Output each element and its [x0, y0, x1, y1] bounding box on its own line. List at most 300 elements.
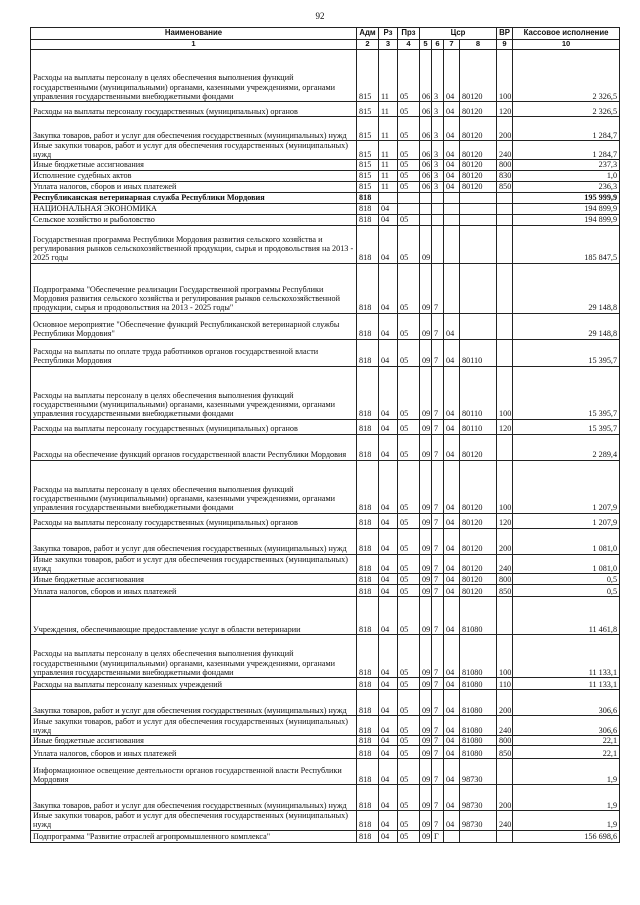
row-amount: 1,9	[513, 759, 620, 785]
row-adm: 818	[357, 313, 379, 339]
table-row	[31, 160, 620, 170]
row-csr-program: 09	[420, 573, 432, 584]
row-name: Основное мероприятие "Обеспечение функций Республиканской ветеринарной службы Республики Мордовия"	[31, 313, 357, 339]
row-prz: 05	[398, 102, 420, 117]
row-prz: 05	[398, 117, 420, 141]
row-rz: 04	[379, 830, 398, 842]
table-body	[31, 50, 620, 843]
row-name: Иные закупки товаров, работ и услуг для обеспечения государственных (муниципальных) нужд	[31, 811, 357, 830]
row-name: Расходы на выплаты персоналу в целях обеспечения выполнения функций государственными (муниципальными) органами, казенными учреждениями, органами управления государственными внебюджетными фондами	[31, 50, 357, 102]
row-csr-direction: 81080	[460, 634, 497, 677]
row-vr: 120	[497, 419, 513, 434]
row-csr-program: 06	[420, 181, 432, 192]
row-adm: 818	[357, 634, 379, 677]
row-prz: 05	[398, 366, 420, 419]
row-prz: 05	[398, 513, 420, 528]
row-vr: 830	[497, 170, 513, 181]
row-adm: 818	[357, 366, 379, 419]
row-rz: 04	[379, 811, 398, 830]
row-adm: 818	[357, 573, 379, 584]
row-name: Подпрограмма "Развитие отраслей агропромышленного комплекса"	[31, 830, 357, 842]
row-csr-event: 04	[444, 715, 460, 735]
row-csr-event: 04	[444, 50, 460, 102]
row-vr	[497, 596, 513, 634]
row-csr-direction: 81080	[460, 689, 497, 715]
row-rz: 04	[379, 573, 398, 584]
row-csr-direction: 80120	[460, 554, 497, 573]
row-csr-program: 09	[420, 528, 432, 554]
row-csr-event: 04	[444, 634, 460, 677]
row-csr-program: 09	[420, 634, 432, 677]
row-csr-direction: 80120	[460, 181, 497, 192]
row-csr-direction: 98730	[460, 785, 497, 811]
row-prz: 05	[398, 263, 420, 313]
column-number: 6	[432, 40, 444, 50]
row-csr-program: 09	[420, 830, 432, 842]
row-adm: 818	[357, 596, 379, 634]
header-name: Наименование	[31, 28, 357, 40]
column-number: 3	[379, 40, 398, 50]
table-row	[31, 50, 620, 102]
row-csr-event: 04	[444, 160, 460, 170]
row-csr-program: 09	[420, 434, 432, 460]
table-row	[31, 366, 620, 419]
row-adm: 818	[357, 513, 379, 528]
row-name: Учреждения, обеспечивающие предоставление услуг в области ветеринарии	[31, 596, 357, 634]
row-name: Расходы на выплаты персоналу государственных (муниципальных) органов	[31, 513, 357, 528]
row-csr-direction	[460, 225, 497, 263]
row-adm: 818	[357, 735, 379, 745]
row-rz: 11	[379, 170, 398, 181]
row-csr-event	[444, 192, 460, 203]
row-name: Республиканская ветеринарная служба Республики Мордовия	[31, 192, 357, 203]
row-vr: 200	[497, 117, 513, 141]
row-csr-subprogram: 3	[432, 50, 444, 102]
row-vr	[497, 203, 513, 214]
row-prz: 05	[398, 785, 420, 811]
row-rz: 04	[379, 554, 398, 573]
row-rz: 04	[379, 584, 398, 596]
row-prz: 05	[398, 735, 420, 745]
row-csr-program: 09	[420, 785, 432, 811]
row-csr-program: 09	[420, 339, 432, 366]
column-number: 2	[357, 40, 379, 50]
row-vr: 200	[497, 528, 513, 554]
row-amount: 306,6	[513, 689, 620, 715]
row-name: Закупка товаров, работ и услуг для обеспечения государственных (муниципальных) нужд	[31, 785, 357, 811]
row-prz: 05	[398, 573, 420, 584]
row-rz: 04	[379, 419, 398, 434]
row-vr	[497, 759, 513, 785]
row-name: Расходы на выплаты по оплате труда работников органов государственной власти Республики Мордовия	[31, 339, 357, 366]
row-csr-direction: 80120	[460, 160, 497, 170]
row-rz: 11	[379, 102, 398, 117]
table-row	[31, 746, 620, 759]
row-csr-subprogram	[432, 192, 444, 203]
table-row	[31, 460, 620, 513]
row-vr: 120	[497, 102, 513, 117]
row-prz: 05	[398, 434, 420, 460]
table-row	[31, 677, 620, 689]
row-amount: 185 847,5	[513, 225, 620, 263]
row-csr-direction: 81080	[460, 715, 497, 735]
row-csr-subprogram: 7	[432, 366, 444, 419]
row-name: Закупка товаров, работ и услуг для обеспечения государственных (муниципальных) нужд	[31, 528, 357, 554]
row-name: Расходы на обеспечение функций органов государственной власти Республики Мордовия	[31, 434, 357, 460]
row-adm: 818	[357, 677, 379, 689]
row-csr-program	[420, 203, 432, 214]
row-name: Расходы на выплаты персоналу в целях обеспечения выполнения функций государственными (муниципальными) органами, казенными учреждениями, органами управления государственными внебюджетными фондами	[31, 366, 357, 419]
row-csr-event: 04	[444, 596, 460, 634]
row-amount: 11 461,8	[513, 596, 620, 634]
row-csr-direction: 81080	[460, 735, 497, 745]
row-name: Расходы на выплаты персоналу государственных (муниципальных) органов	[31, 102, 357, 117]
table-row	[31, 830, 620, 842]
row-csr-program: 09	[420, 596, 432, 634]
table-row	[31, 689, 620, 715]
row-csr-direction: 80120	[460, 513, 497, 528]
row-csr-direction: 80110	[460, 339, 497, 366]
row-rz: 04	[379, 313, 398, 339]
row-amount: 11 133,1	[513, 634, 620, 677]
row-vr: 240	[497, 811, 513, 830]
row-csr-program: 09	[420, 419, 432, 434]
row-csr-subprogram: 7	[432, 313, 444, 339]
row-amount: 195 999,9	[513, 192, 620, 203]
row-rz: 04	[379, 759, 398, 785]
row-vr: 200	[497, 689, 513, 715]
row-rz: 04	[379, 785, 398, 811]
row-csr-direction: 80120	[460, 141, 497, 160]
row-name: Уплата налогов, сборов и иных платежей	[31, 746, 357, 759]
row-vr	[497, 830, 513, 842]
row-csr-subprogram: 7	[432, 339, 444, 366]
row-rz: 11	[379, 141, 398, 160]
row-name: Сельское хозяйство и рыболовство	[31, 214, 357, 225]
row-csr-subprogram: 7	[432, 689, 444, 715]
row-rz: 04	[379, 689, 398, 715]
row-rz: 04	[379, 513, 398, 528]
column-number: 1	[31, 40, 357, 50]
row-csr-subprogram: 7	[432, 573, 444, 584]
row-vr: 100	[497, 634, 513, 677]
row-csr-subprogram	[432, 225, 444, 263]
row-csr-event	[444, 214, 460, 225]
row-csr-direction: 80120	[460, 434, 497, 460]
row-csr-event: 04	[444, 434, 460, 460]
row-vr: 240	[497, 554, 513, 573]
column-number-row	[31, 40, 620, 50]
row-amount: 15 395,7	[513, 339, 620, 366]
row-rz	[379, 192, 398, 203]
row-adm: 818	[357, 689, 379, 715]
row-csr-direction: 81080	[460, 677, 497, 689]
row-amount: 0,5	[513, 573, 620, 584]
row-prz: 05	[398, 634, 420, 677]
row-rz: 04	[379, 715, 398, 735]
table-row	[31, 735, 620, 745]
row-csr-event: 04	[444, 170, 460, 181]
row-vr	[497, 263, 513, 313]
row-prz: 05	[398, 141, 420, 160]
row-name: НАЦИОНАЛЬНАЯ ЭКОНОМИКА	[31, 203, 357, 214]
column-number: 7	[444, 40, 460, 50]
row-prz: 05	[398, 830, 420, 842]
row-name: Иные бюджетные ассигнования	[31, 573, 357, 584]
row-csr-event: 04	[444, 746, 460, 759]
row-prz: 05	[398, 677, 420, 689]
table-row	[31, 214, 620, 225]
table-row	[31, 811, 620, 830]
row-prz: 05	[398, 313, 420, 339]
row-csr-direction: 80120	[460, 170, 497, 181]
row-csr-event: 04	[444, 584, 460, 596]
row-adm: 818	[357, 811, 379, 830]
row-csr-direction: 80120	[460, 584, 497, 596]
row-adm: 818	[357, 746, 379, 759]
row-prz: 05	[398, 554, 420, 573]
row-csr-event: 04	[444, 811, 460, 830]
row-amount: 0,5	[513, 584, 620, 596]
row-csr-direction: 80120	[460, 117, 497, 141]
row-adm: 815	[357, 181, 379, 192]
row-adm: 818	[357, 339, 379, 366]
row-csr-event: 04	[444, 181, 460, 192]
row-amount: 236,3	[513, 181, 620, 192]
row-amount: 15 395,7	[513, 366, 620, 419]
row-adm: 815	[357, 117, 379, 141]
row-csr-subprogram: 7	[432, 715, 444, 735]
row-name: Уплата налогов, сборов и иных платежей	[31, 584, 357, 596]
row-prz	[398, 192, 420, 203]
header-adm: Адм	[357, 28, 379, 40]
row-name: Уплата налогов, сборов и иных платежей	[31, 181, 357, 192]
row-amount: 15 395,7	[513, 419, 620, 434]
row-prz: 05	[398, 339, 420, 366]
row-csr-program: 06	[420, 50, 432, 102]
row-csr-program	[420, 214, 432, 225]
header-amount: Кассовое исполнение	[513, 28, 620, 40]
row-adm: 818	[357, 214, 379, 225]
row-rz: 04	[379, 203, 398, 214]
row-csr-subprogram: 3	[432, 181, 444, 192]
row-name: Закупка товаров, работ и услуг для обеспечения государственных (муниципальных) нужд	[31, 689, 357, 715]
row-vr: 110	[497, 677, 513, 689]
row-csr-subprogram: 7	[432, 677, 444, 689]
row-prz: 05	[398, 759, 420, 785]
column-number: 9	[497, 40, 513, 50]
row-csr-program: 09	[420, 513, 432, 528]
row-adm: 818	[357, 759, 379, 785]
row-prz: 05	[398, 746, 420, 759]
row-rz: 04	[379, 366, 398, 419]
table-row	[31, 117, 620, 141]
row-csr-subprogram: 7	[432, 554, 444, 573]
row-csr-subprogram: 7	[432, 735, 444, 745]
row-vr: 850	[497, 181, 513, 192]
row-adm: 818	[357, 434, 379, 460]
row-csr-direction: 81080	[460, 746, 497, 759]
row-name: Иные закупки товаров, работ и услуг для обеспечения государственных (муниципальных) нужд	[31, 715, 357, 735]
table-row	[31, 584, 620, 596]
row-csr-direction	[460, 203, 497, 214]
row-csr-program: 09	[420, 735, 432, 745]
row-rz: 04	[379, 339, 398, 366]
table-row	[31, 573, 620, 584]
row-csr-subprogram: 7	[432, 596, 444, 634]
row-csr-subprogram: 7	[432, 746, 444, 759]
row-name: Иные закупки товаров, работ и услуг для обеспечения государственных (муниципальных) нужд	[31, 554, 357, 573]
row-name: Расходы на выплаты персоналу казенных учреждений	[31, 677, 357, 689]
row-csr-direction: 80120	[460, 50, 497, 102]
row-csr-subprogram: 7	[432, 263, 444, 313]
row-vr	[497, 192, 513, 203]
row-csr-program	[420, 192, 432, 203]
row-csr-event: 04	[444, 460, 460, 513]
row-rz: 11	[379, 117, 398, 141]
row-csr-program: 09	[420, 554, 432, 573]
row-csr-event: 04	[444, 419, 460, 434]
row-name: Информационное освещение деятельности органов государственной власти Республики Мордовия	[31, 759, 357, 785]
row-vr: 100	[497, 460, 513, 513]
row-csr-program: 09	[420, 584, 432, 596]
row-name: Иные бюджетные ассигнования	[31, 160, 357, 170]
row-name: Исполнение судебных актов	[31, 170, 357, 181]
row-amount: 237,3	[513, 160, 620, 170]
table-row	[31, 181, 620, 192]
row-csr-program: 09	[420, 715, 432, 735]
row-amount: 194 899,9	[513, 214, 620, 225]
row-vr	[497, 339, 513, 366]
row-amount: 2 326,5	[513, 50, 620, 102]
row-csr-program: 06	[420, 170, 432, 181]
row-csr-subprogram: 7	[432, 584, 444, 596]
row-name: Иные бюджетные ассигнования	[31, 735, 357, 745]
row-vr: 800	[497, 160, 513, 170]
row-rz: 04	[379, 263, 398, 313]
table-row	[31, 715, 620, 735]
row-amount: 1 081,0	[513, 554, 620, 573]
row-amount: 156 698,6	[513, 830, 620, 842]
row-csr-direction: 80120	[460, 573, 497, 584]
table-row	[31, 513, 620, 528]
row-adm: 818	[357, 830, 379, 842]
row-adm: 818	[357, 785, 379, 811]
column-number: 5	[420, 40, 432, 50]
row-amount: 2 326,5	[513, 102, 620, 117]
row-vr	[497, 313, 513, 339]
row-adm: 818	[357, 554, 379, 573]
row-prz: 05	[398, 689, 420, 715]
row-csr-subprogram: 7	[432, 528, 444, 554]
row-amount: 194 899,9	[513, 203, 620, 214]
row-adm: 818	[357, 715, 379, 735]
row-csr-event	[444, 203, 460, 214]
row-amount: 1 207,9	[513, 513, 620, 528]
row-csr-event: 04	[444, 117, 460, 141]
row-csr-event: 04	[444, 366, 460, 419]
table-row	[31, 192, 620, 203]
row-vr	[497, 434, 513, 460]
row-prz: 05	[398, 170, 420, 181]
table-row	[31, 339, 620, 366]
row-prz: 05	[398, 596, 420, 634]
row-adm: 818	[357, 528, 379, 554]
row-prz	[398, 203, 420, 214]
row-adm: 818	[357, 584, 379, 596]
row-amount: 22,1	[513, 746, 620, 759]
row-csr-direction	[460, 830, 497, 842]
row-csr-program: 09	[420, 366, 432, 419]
row-csr-direction: 81080	[460, 596, 497, 634]
row-csr-direction: 80110	[460, 419, 497, 434]
row-csr-direction	[460, 313, 497, 339]
row-csr-subprogram	[432, 214, 444, 225]
row-rz: 11	[379, 50, 398, 102]
row-csr-program: 09	[420, 460, 432, 513]
row-csr-direction	[460, 214, 497, 225]
row-amount: 1,9	[513, 811, 620, 830]
row-csr-event: 04	[444, 735, 460, 745]
row-amount: 22,1	[513, 735, 620, 745]
row-csr-subprogram: 3	[432, 170, 444, 181]
row-csr-direction	[460, 263, 497, 313]
row-csr-subprogram: 7	[432, 759, 444, 785]
row-prz: 05	[398, 50, 420, 102]
row-amount: 1 207,9	[513, 460, 620, 513]
row-csr-subprogram: 7	[432, 434, 444, 460]
table-row	[31, 170, 620, 181]
row-rz: 04	[379, 634, 398, 677]
row-amount: 2 289,4	[513, 434, 620, 460]
row-csr-subprogram: 3	[432, 141, 444, 160]
row-adm: 818	[357, 460, 379, 513]
row-csr-program: 06	[420, 160, 432, 170]
column-number: 8	[460, 40, 497, 50]
row-rz: 11	[379, 160, 398, 170]
row-vr: 100	[497, 50, 513, 102]
page-number: 92	[315, 11, 325, 21]
table-row	[31, 263, 620, 313]
row-adm: 818	[357, 225, 379, 263]
row-csr-subprogram: 7	[432, 513, 444, 528]
row-csr-direction: 98730	[460, 759, 497, 785]
row-amount: 1,9	[513, 785, 620, 811]
row-prz: 05	[398, 214, 420, 225]
table-row	[31, 785, 620, 811]
row-name: Расходы на выплаты персоналу в целях обеспечения выполнения функций государственными (муниципальными) органами, казенными учреждениями, органами управления государственными внебюджетными фондами	[31, 634, 357, 677]
row-adm: 815	[357, 141, 379, 160]
row-csr-program: 09	[420, 225, 432, 263]
row-adm: 815	[357, 102, 379, 117]
row-csr-subprogram: 3	[432, 102, 444, 117]
row-prz: 05	[398, 225, 420, 263]
row-csr-event: 04	[444, 759, 460, 785]
table-row	[31, 141, 620, 160]
row-rz: 04	[379, 735, 398, 745]
row-amount: 1 081,0	[513, 528, 620, 554]
row-amount: 1 284,7	[513, 141, 620, 160]
table-row	[31, 313, 620, 339]
row-csr-event: 04	[444, 339, 460, 366]
row-prz: 05	[398, 584, 420, 596]
table-row	[31, 634, 620, 677]
table-row	[31, 554, 620, 573]
row-rz: 04	[379, 434, 398, 460]
row-csr-event: 04	[444, 573, 460, 584]
row-csr-subprogram: 7	[432, 634, 444, 677]
row-vr	[497, 225, 513, 263]
